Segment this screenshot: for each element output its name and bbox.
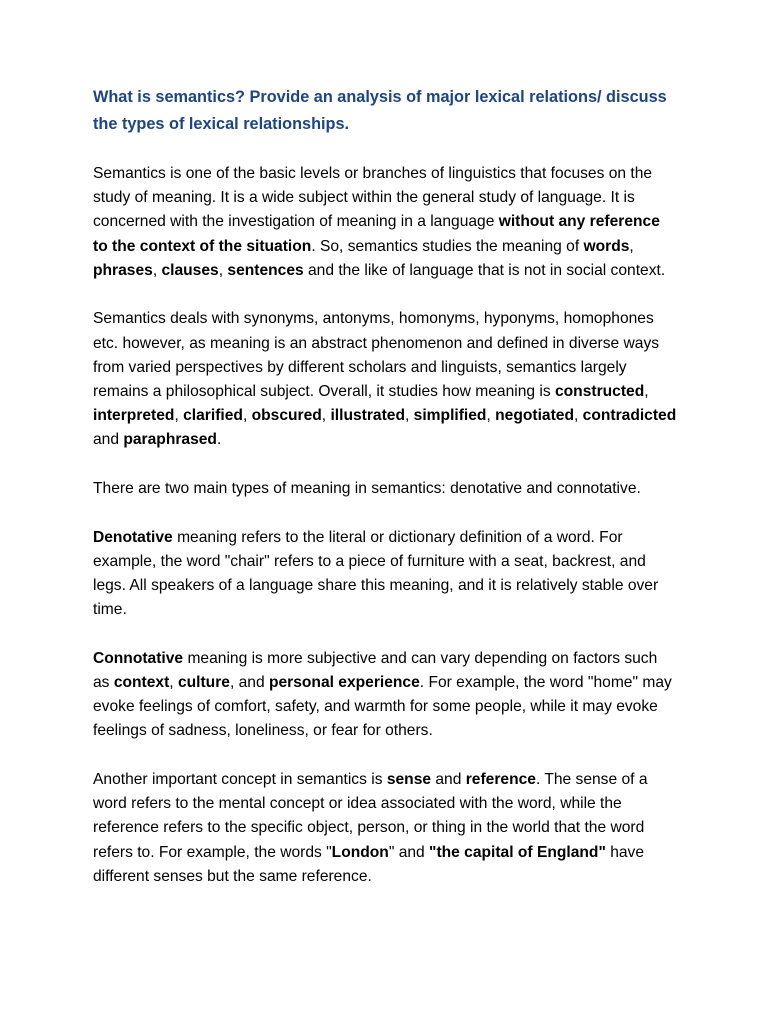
document-heading: What is semantics? Provide an analysis of major lexical relations/ discuss the types of lexical relationships. (93, 88, 667, 133)
paragraph-3 (93, 477, 678, 501)
bold-term: illustrated (330, 407, 405, 425)
text-run: Semantics deals with synonyms, antonyms, homonyms, hyponyms, homophones etc. however, as meaning is an abstract phenomenon and defined in diverse ways from varied perspectives by different scholars and linguists, semantics largely remains a philosophical subject. Overall, it studies how meaning is (93, 310, 660, 401)
bold-term: sense (386, 771, 432, 789)
bold-term: culture (177, 674, 230, 692)
text-run: Semantics is one of the basic levels or branches of linguistics that focuses on the study of meaning. It is a wide subject within the general study of language. It is concerned with the investigation of meaning in a language (93, 165, 653, 231)
text-run: , (218, 261, 228, 279)
paragraph-5 (93, 647, 678, 744)
text-run: , (152, 261, 162, 279)
text-run: . The sense of a word refers to the mental concept or idea associated with the word, while the reference refers to the specific object, person, or thing in the world that the word refers to. For example, the words " (93, 771, 648, 861)
bold-term: paraphrased (123, 431, 217, 449)
bold-term: interpreted (93, 407, 175, 425)
text-run: and (93, 431, 124, 449)
bold-term: sentences (227, 261, 304, 279)
text-run: . (216, 431, 222, 449)
bold-term: clarified (183, 407, 243, 425)
text-run: have different senses but the same reference. (93, 843, 645, 885)
text-run: and the like of language that is not in social context. (303, 261, 666, 279)
bold-term: words (583, 237, 630, 255)
text-run: , (321, 407, 331, 425)
bold-term: constructed (554, 383, 645, 401)
text-run: meaning is more subjective and can vary depending on factors such as (93, 649, 658, 692)
text-run: , (644, 383, 649, 401)
text-run: , (573, 407, 583, 425)
bold-term: contradicted (582, 407, 677, 425)
text-run: and (431, 771, 466, 789)
bold-term: reference (465, 771, 536, 789)
bold-term: obscured (251, 407, 322, 425)
bold-term: London (331, 843, 389, 861)
text-run: Another important concept in semantics is (93, 771, 387, 789)
bold-term: simplified (413, 407, 487, 425)
paragraph-1 (93, 162, 678, 283)
paragraph-6 (93, 768, 678, 889)
text-run: , (486, 407, 496, 425)
text-run: , (169, 674, 178, 692)
paragraph-4 (93, 526, 678, 623)
text-run: " and (388, 843, 430, 861)
text-run: . So, semantics studies the meaning of (311, 237, 584, 255)
text-run: , (405, 407, 414, 425)
bold-term: Denotative (93, 528, 173, 546)
text-run: , (629, 237, 634, 255)
bold-term: without any reference to the context of the situation (93, 213, 660, 255)
text-run: There are two main types of meaning in semantics: denotative and connotative. (93, 480, 641, 498)
text-run: , (242, 407, 252, 425)
bold-term: "the capital of England" (429, 843, 606, 861)
document-body (93, 162, 678, 889)
text-run: . For example, the word "home" may evoke feelings of comfort, safety, and warmth for some people, while it may evoke feelings of sadness, loneliness, or fear for others. (93, 674, 672, 740)
bold-term: negotiated (495, 407, 574, 425)
bold-term: phrases (93, 261, 153, 279)
bold-term: clauses (161, 261, 219, 279)
bold-term: personal experience (268, 674, 420, 692)
bold-term: context (113, 674, 170, 692)
bold-term: Connotative (93, 649, 184, 667)
text-run: , and (229, 674, 269, 692)
paragraph-2 (93, 307, 678, 452)
text-run: meaning refers to the literal or dictionary definition of a word. For example, the word "chair" refers to a piece of furniture with a seat, backrest, and legs. All speakers of a language share this meaning, and it is relatively stable over time. (93, 528, 659, 619)
text-run: , (174, 407, 184, 425)
